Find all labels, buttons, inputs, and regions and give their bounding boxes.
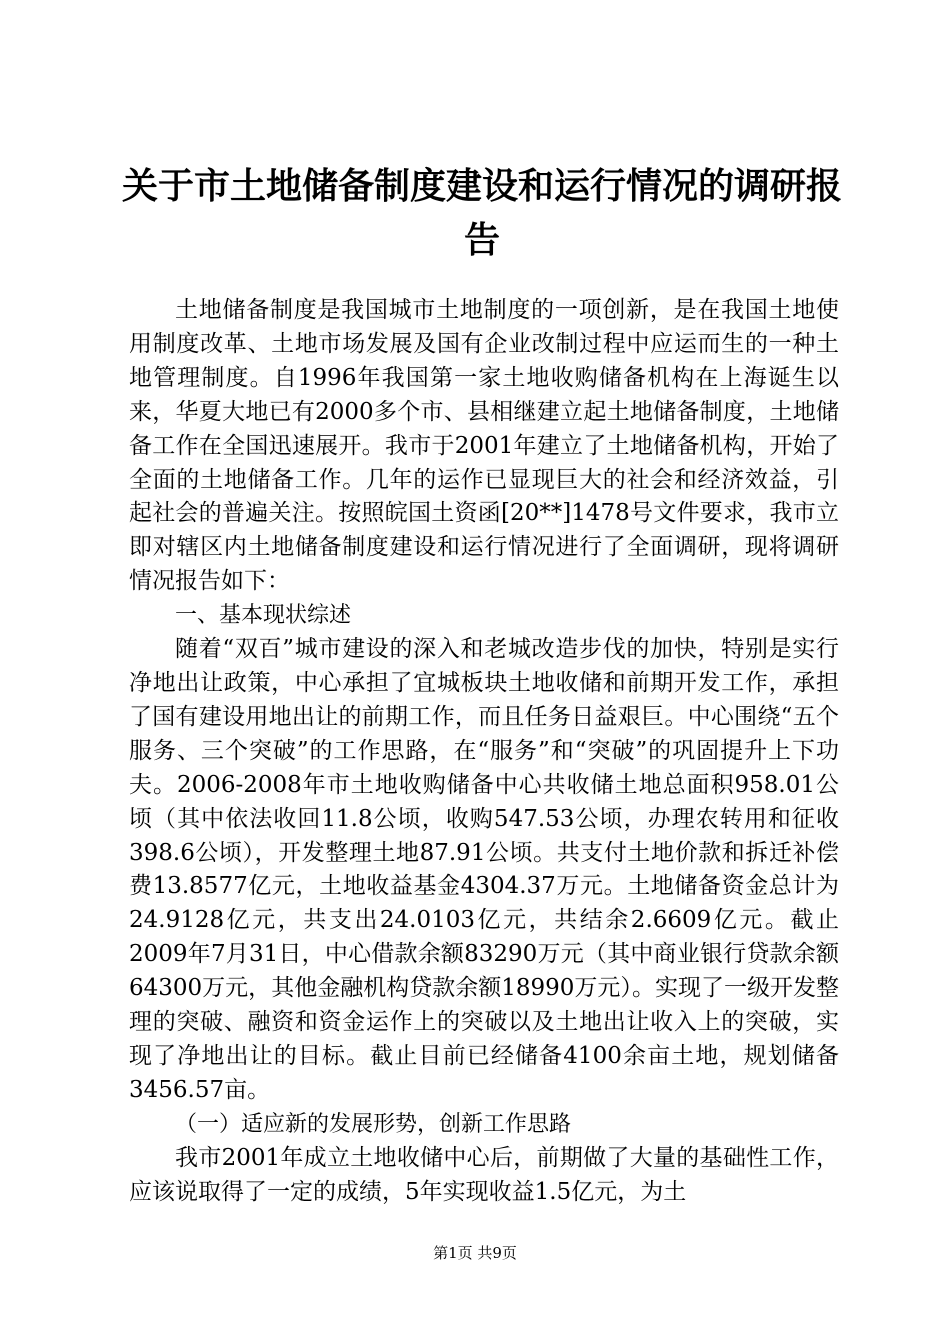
page-footer: 第1页 共9页 [433, 1244, 517, 1262]
subsection-paragraph: 我市2001年成立土地收储中心后，前期做了大量的基础性工作，应该说取得了一定的成绩，5年实现收益1.5亿元，为土 [129, 1144, 839, 1205]
intro-paragraph: 土地储备制度是我国城市土地制度的一项创新，是在我国土地使用制度改革、土地市场发展及国有企业改制过程中应运而生的一种土地管理制度。自1996年我国第一家土地收购储备机构在上海诞生以来，华夏大地已有2000多个市、县相继建立起土地储备制度，土地储备工作在全国迅速展开。我市于2001年建立了土地储备机构，开始了全面的土地储备工作。几年的运作已显现巨大的社会和经济效益，引起社会的普遍关注。按照皖国土资函[20**]1478号文件要求，我市立即对辖区内土地储备制度建设和运行情况进行了全面调研，现将调研情况报告如下： [129, 297, 839, 595]
section-heading: 一、基本现状综述 [175, 603, 352, 629]
document-body [129, 294, 839, 1209]
document-title: 关于市土地储备制度建设和运行情况的调研报告 [121, 166, 842, 261]
status-paragraph: 随着“双百”城市建设的深入和老城改造步伐的加快，特别是实行净地出让政策，中心承担了宜城板块土地收储和前期开发工作，承担了国有建设用地出让的前期工作，而且任务日益艰巨。中心围绕“五个服务、三个突破”的工作思路，在“服务”和“突破”的巩固提升上下功夫。2006-2008年市土地收购储备中心共收储土地总面积958.01公顷（其中依法收回11.8公顷，收购547.53公顷，办理农转用和征收398.6公顷），开发整理土地87.91公顷。共支付土地价款和拆迁补偿费13.8577亿元，土地收益基金4304.37万元。土地储备资金总计为24.9128亿元，共支出24.0103亿元，共结余2.6609亿元。截止2009年7月31日，中心借款余额83290万元（其中商业银行贷款余额64300万元，其他金融机构贷款余额18990万元）。实现了一级开发整理的突破、融资和资金运作上的突破以及土地出让收入上的突破，实现了净地出让的目标。截止目前已经储备4100余亩土地，规划储备3456.57亩。 [129, 636, 839, 1103]
subsection-heading: （一）适应新的发展形势，创新工作思路 [175, 1111, 572, 1137]
